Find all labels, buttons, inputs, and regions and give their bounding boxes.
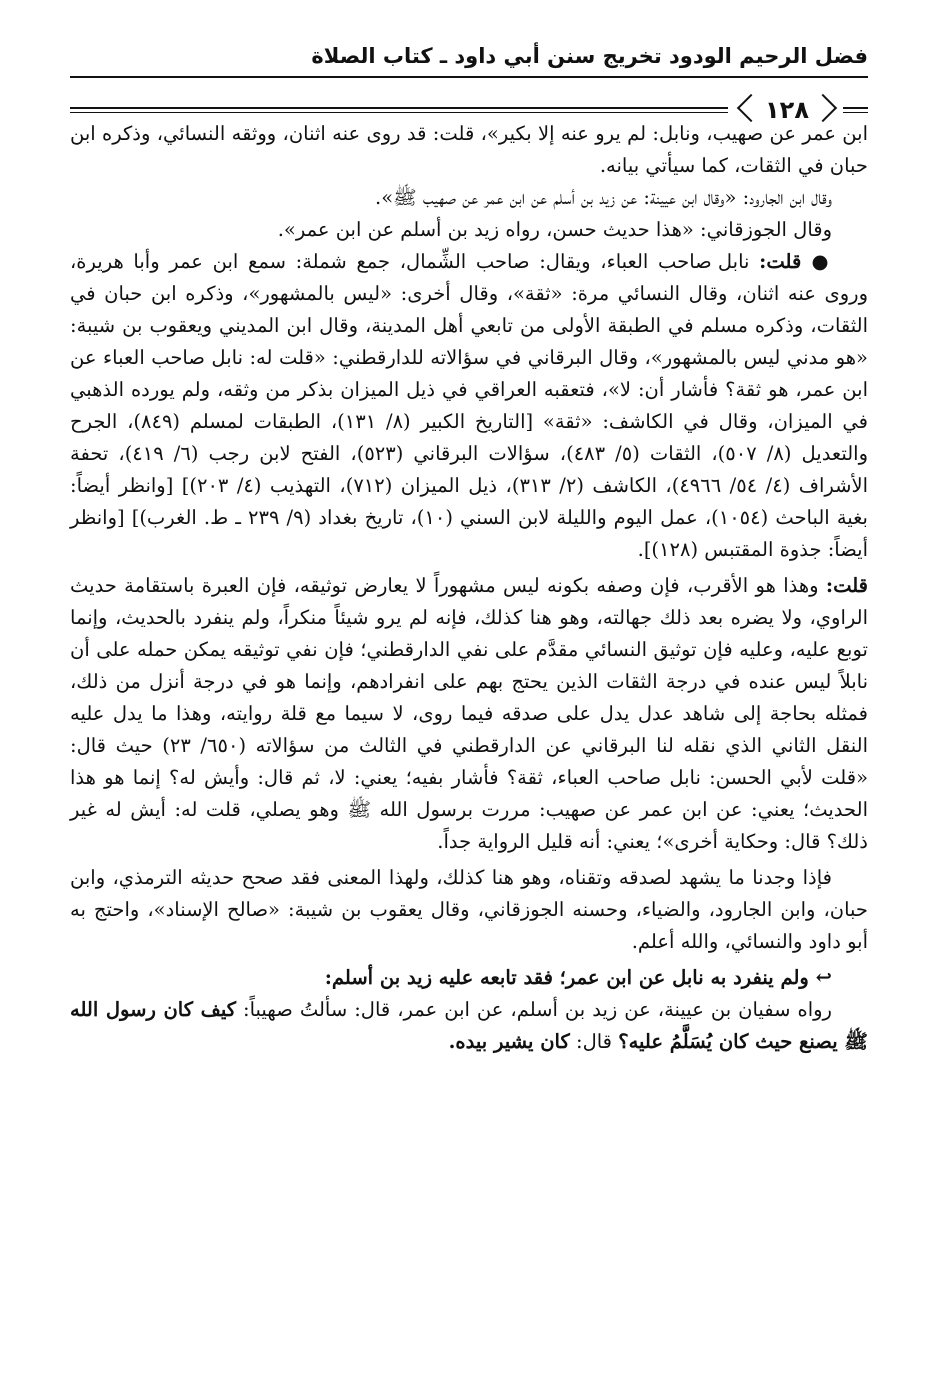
arrow-icon: ↩ <box>815 966 832 989</box>
final-quote: كيف كان رسول الله ﷺ يصنع حيث كان يُسَلَّمُ عليه؟ <box>70 998 868 1053</box>
final-answer: كان يشير بيده. <box>448 1030 570 1053</box>
paragraph-3: وقال الجوزقاني: «هذا حديث حسن، رواه زيد بن أسلم عن ابن عمر». <box>277 218 832 241</box>
paragraph-1: ابن عمر عن صهيب، ونابل: لم يرو عنه إلا بكير»، قلت: قد روى عنه اثنان، ووثقه النسائي، وذكره ابن حبان في الثقات، كما سيأتي بيانه. <box>70 122 868 177</box>
running-title: فضل الرحيم الودود تخريج سنن أبي داود ـ كتاب الصلاة <box>311 44 868 68</box>
paragraph-2: وقال ابن الجارود: «وقال ابن عيينة: عن زيد بن أسلم عن ابن عمر عن صهيب ﷺ». <box>375 186 832 209</box>
paragraph-4-text: نابل صاحب العباء، ويقال: صاحب الشِّمال، جمع شملة: سمع ابن عمر وأبا هريرة، وروى عنه اثنان، وقال النسائي مرة: «ثقة»، وقال أخرى: «ليس بالمشهور»، وذكره ابن حبان في الثقات، وذكره مسلم في الطبقة الأولى من تابعي أهل المدينة، وقال ابن المديني ويعقوب بن شيبة: «هو مدني ليس بالمشهور»، وقال البرقاني في سؤالاته للدارقطني: «قلت له: نابل صاحب العباء عن ابن عمر، هو ثقة؟ فأشار أن: لا»، فتعقبه العراقي في ذيل الميزان بذكر من وثقه، ولم يورده الذهبي في الميزان، وقال في الكاشف: «ثقة» [التاريخ الكبير (٨/ ١٣١)، الطبقات لمسلم (٨٤٩)، الجرح والتعديل (٨/ ٥٠٧)، الثقات (٥/ ٤٨٣)، سؤالات البرقاني (٥٢٣)، الفتح لابن رجب (٦/ ٤١٩)، تحفة الأشراف (٤/ ٥٤/ ٤٩٦٦)، الكاشف (٢/ ٣١٣)، ذيل الميزان (٧١٢)، التهذيب (٤/ ٢٠٣)] [وانظر أيضاً: بغية الباحث (١٠٥٤)، عمل اليوم والليلة لابن السني (١٠)، تاريخ بغداد (٩/ ٢٣٩ ـ ط. الغرب)] [وانظر أيضاً: جذوة المقتبس (١٢٨)]. <box>70 250 869 561</box>
paragraph-6: فإذا وجدنا ما يشهد لصدقه وتقناه، وهو هنا كذلك، ولهذا المعنى فقد صحح حديثه الترمذي، وابن حبان، وابن الجارود، والضياء، وحسنه الجوزقاني، وقال يعقوب بن شيبة: «صالح الإسناد»، واحتج به أبو داود والنسائي، والله أعلم. <box>70 866 868 953</box>
qultu-bullet-label: ● قلت: <box>759 250 833 273</box>
ornament-rule-right <box>843 107 868 113</box>
paragraph-7-text: ولم ينفرد به نابل عن ابن عمر؛ فقد تابعه عليه زيد بن أسلم: <box>324 966 809 989</box>
header-rule <box>70 76 868 78</box>
page-header <box>70 40 868 130</box>
paragraph-5-text: وهذا هو الأقرب، فإن وصفه بكونه ليس مشهوراً لا يعارض توثيقه، فإن العبرة باستقامة حديث الراوي، ولا يضره بعد ذلك جهالته، وهو هنا كذلك، فإنه لم يرو شيئاً منكراً، ولم ينفرد بالحديث، وإنما توبع عليه، وعليه فإن توثيق النسائي مقدَّم على نفي الدارقطني؛ فإن نفي توثيقه يمكن حمله على أن نابلاً ليس عنده في درجة الثقات الذين يحتج بهم على انفرادهم، وإنما هو في درجة أنزل من ذلك، فمثله بحاجة إلى شاهد عدل يدل على صدقه فيما روى، لا سيما مع قلة روايته، وهذا ما يدل عليه النقل الثاني الذي نقله لنا البرقاني عن الدارقطني في الثالث من سؤالاته (٦٥٠/ ٢٣) حيث قال: «قلت لأبي الحسن: نابل صاحب العباء، ثقة؟ فأشار بفيه؛ يعني: لا، ثم قال: وأيش له؟ إنما هو هذا الحديث؛ يعني: عن ابن عمر عن صهيب: مررت برسول الله ﷺ وهو يصلي، قلت له: أيش له غير ذلك؟ قال: وحكاية أخرى»؛ يعني: أنه قليل الرواية جداً. <box>70 574 868 853</box>
page-number: ١٢٨ <box>739 95 835 125</box>
final-connector: قال: <box>576 1030 613 1053</box>
paragraph-nabil-bio <box>70 246 868 566</box>
ornament-rule-left <box>70 107 728 113</box>
paragraph-final <box>70 994 868 1058</box>
paragraph-analysis <box>70 570 868 858</box>
paragraph-8-text: رواه سفيان بن عيينة، عن زيد بن أسلم، عن ابن عمر، قال: سألتُ صهيباً: <box>243 998 832 1021</box>
paragraph-heading <box>70 962 868 994</box>
qultu-label: قلت: <box>825 574 868 597</box>
page-body <box>70 118 868 1058</box>
